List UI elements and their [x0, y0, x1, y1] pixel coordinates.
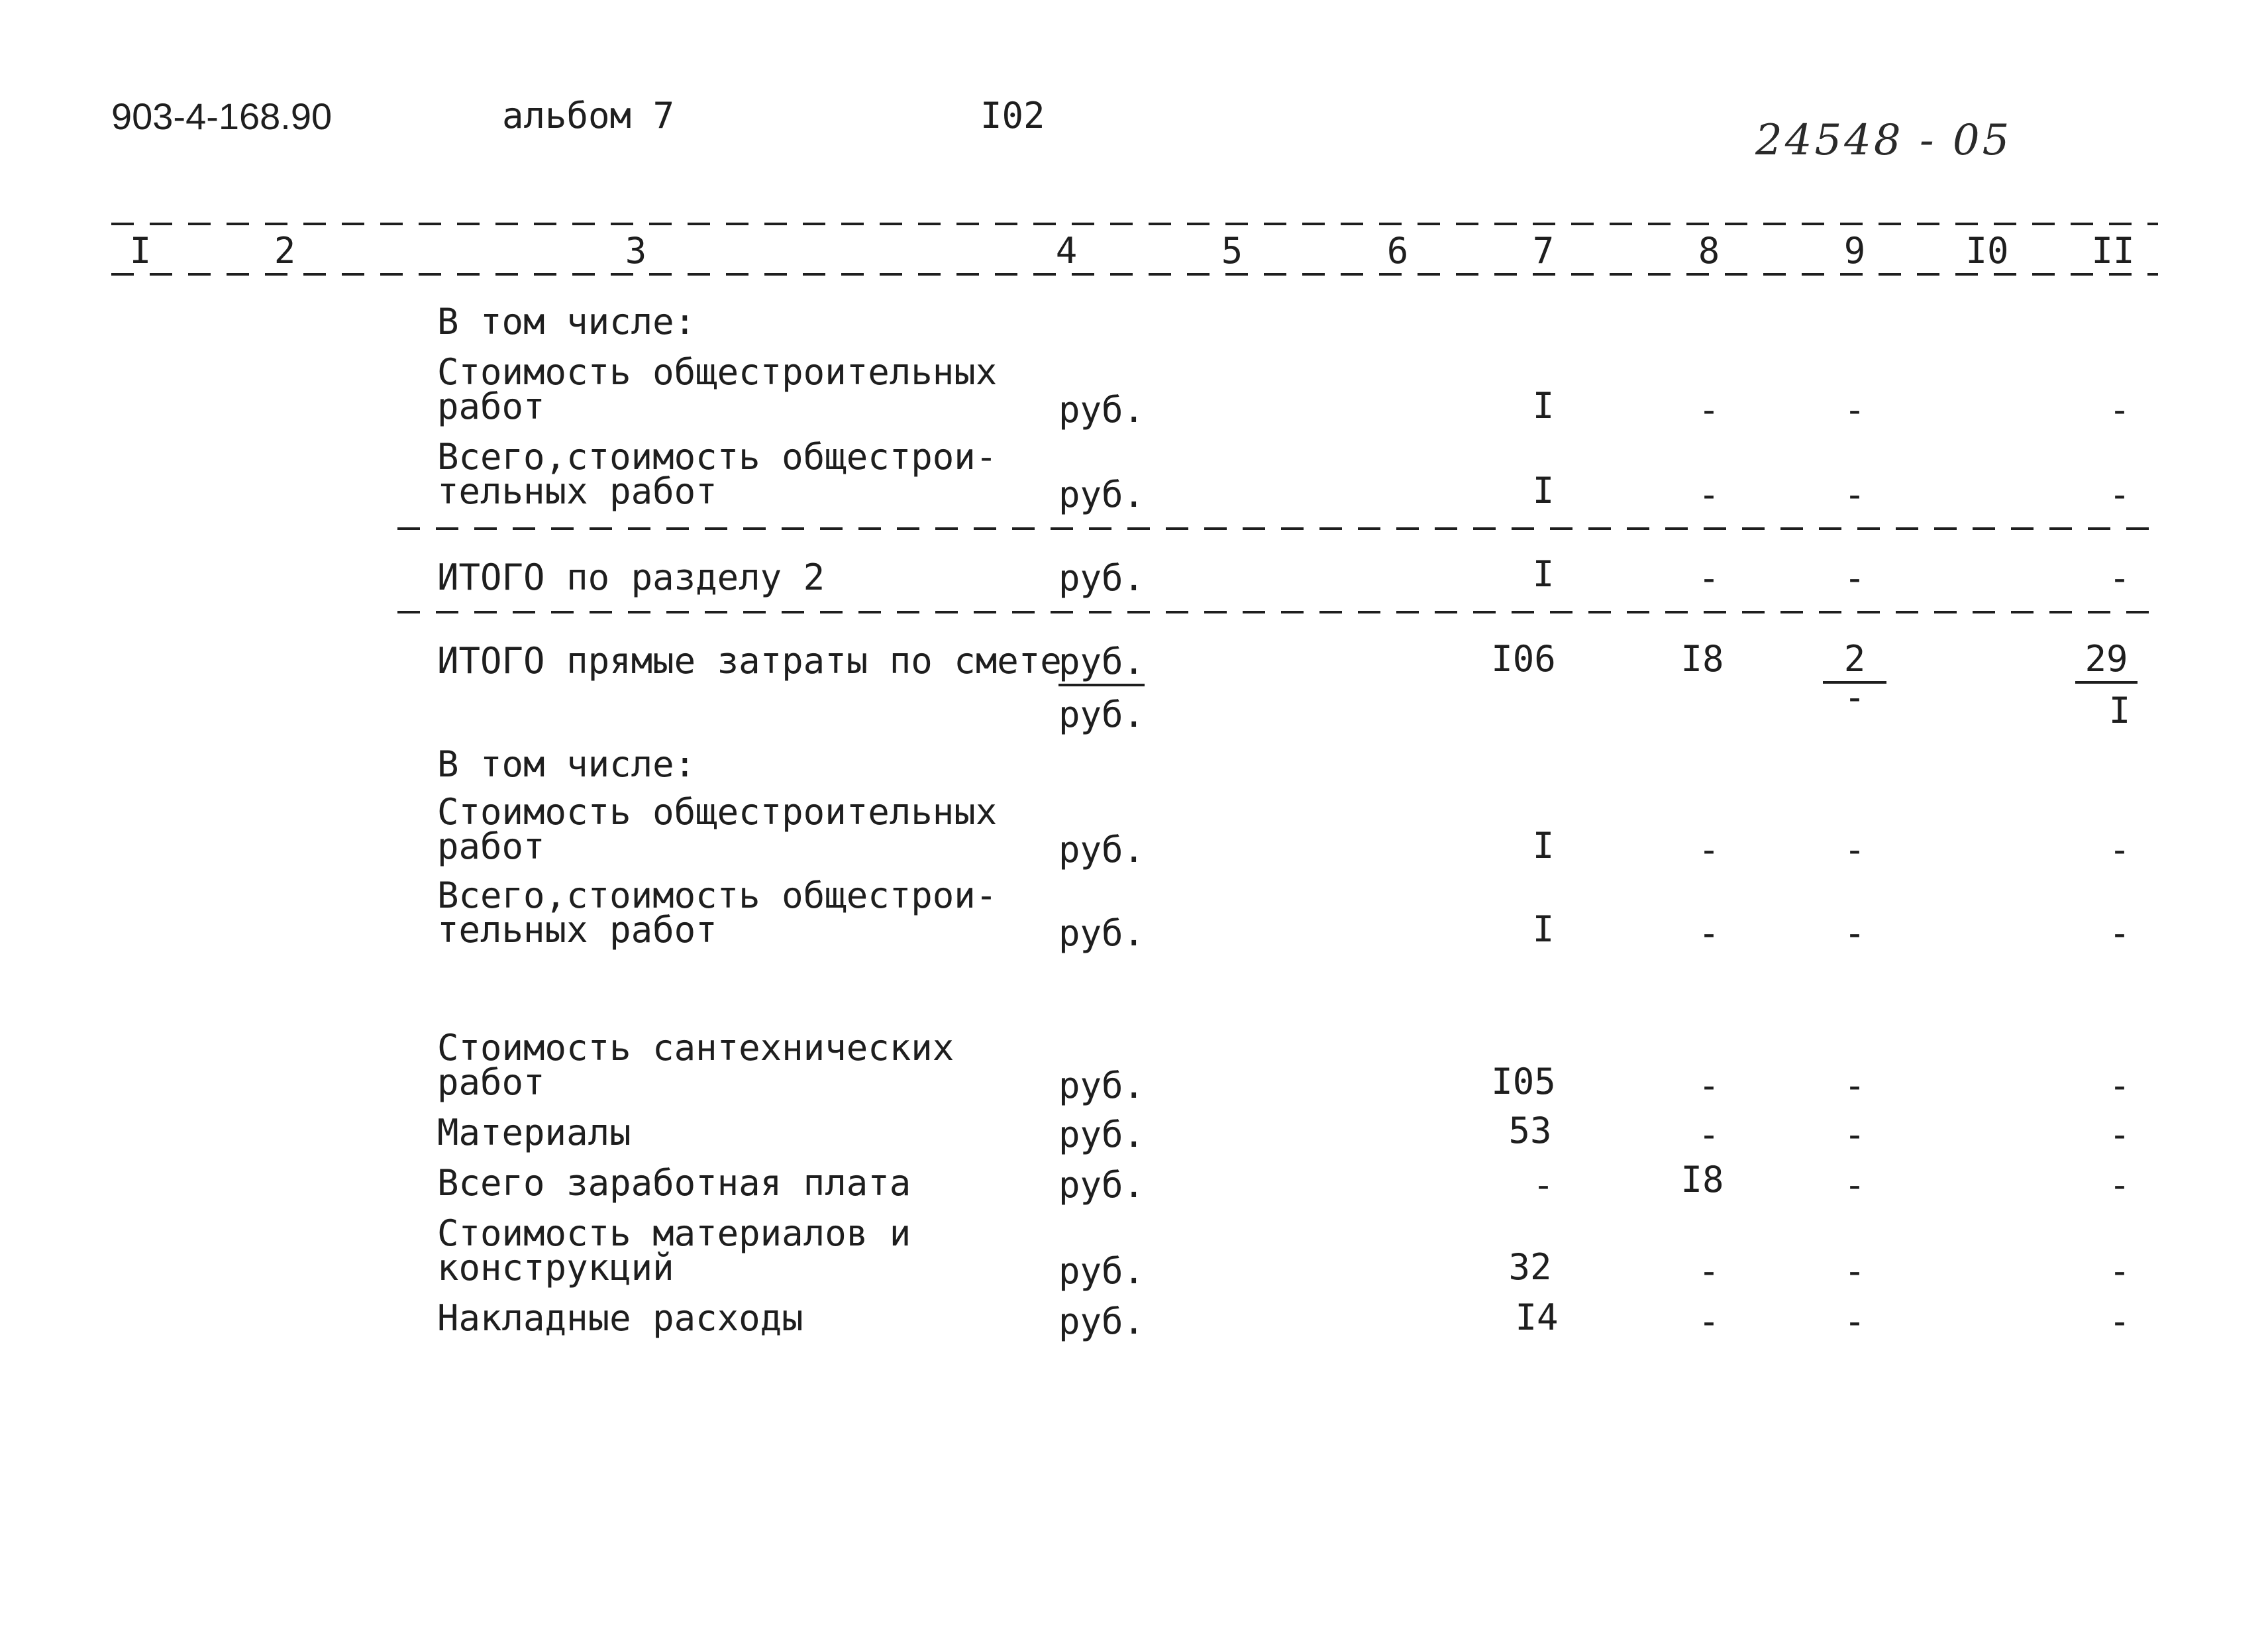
column-number-7: 7	[1532, 230, 1555, 272]
col9-value: -	[1843, 1114, 1866, 1155]
col9-value: -	[1843, 829, 1866, 871]
col11-value-second: I	[2108, 690, 2131, 731]
row-label: В том числе:	[437, 743, 696, 785]
col8-value: -	[1698, 389, 1720, 431]
col8-value: -	[1698, 1065, 1720, 1106]
col8-value: -	[1698, 557, 1720, 599]
row-label: ИТОГО по разделу 2	[437, 556, 825, 598]
col11-value: -	[2108, 829, 2131, 871]
col11-value: -	[2108, 1164, 2131, 1206]
col9-value: -	[1843, 912, 1866, 954]
column-number-2: 2	[274, 230, 296, 272]
header-rule-top	[111, 223, 2158, 225]
col9-value: -	[1843, 1300, 1866, 1342]
column-number-8: 8	[1698, 230, 1720, 272]
col11-value: -	[2108, 912, 2131, 954]
col11-numerator: 29	[2075, 638, 2137, 684]
col11-value: -	[2108, 474, 2131, 515]
unit-cell: руб.	[1058, 474, 1145, 515]
col11-value: -	[2108, 389, 2131, 431]
row-label: ИТОГО прямые затраты по смете	[437, 640, 1062, 682]
unit-cell: руб.	[1058, 557, 1145, 599]
col9-value-second: -	[1843, 676, 1866, 718]
col11-value: -	[2108, 557, 2131, 599]
document-number: 903-4-168.90	[111, 95, 333, 137]
column-number-9: 9	[1843, 230, 1866, 272]
column-number-1: I	[129, 230, 152, 272]
col9-value: -	[1843, 1065, 1866, 1106]
col11-value: -	[2108, 1300, 2131, 1342]
col9-numerator: 2	[1823, 638, 1887, 684]
row-label: Всего заработная плата	[437, 1162, 911, 1204]
col7-value: I06	[1491, 638, 1556, 680]
col9-value: -	[1843, 1250, 1866, 1292]
col11-value: -	[2108, 1114, 2131, 1155]
col9-value: -	[1843, 474, 1866, 515]
unit-cell	[1058, 641, 1145, 682]
column-number-10: I0	[1965, 230, 2009, 272]
row-label: Всего,стоимость общестрои- тельных работ	[437, 874, 998, 951]
row-label: Стоимость материалов и конструкций	[437, 1212, 911, 1289]
col7-value: 53	[1508, 1110, 1552, 1151]
col7-value: I05	[1491, 1061, 1556, 1102]
album-label: альбом 7	[502, 95, 675, 136]
handwritten-code: 24548 - 05	[1755, 116, 2012, 165]
col9-value: -	[1843, 1164, 1866, 1206]
col8-value: I8	[1680, 638, 1724, 680]
unit-cell: руб.	[1058, 1250, 1145, 1292]
section-rule	[397, 527, 2159, 530]
column-number-6: 6	[1386, 230, 1409, 272]
row-label: Стоимость общестроительных работ	[437, 351, 998, 427]
section-rule	[397, 611, 2159, 613]
col7-value: I	[1532, 470, 1555, 511]
row-label: В том числе:	[437, 301, 696, 343]
unit-cell: руб.	[1058, 912, 1145, 954]
col8-value: -	[1698, 1300, 1720, 1342]
row-label: Стоимость сантехнических работ	[437, 1027, 954, 1103]
col7-value: -	[1532, 1164, 1555, 1206]
col7-value: I	[1532, 553, 1555, 595]
col8-value: I8	[1680, 1159, 1724, 1200]
col9-value: -	[1843, 389, 1866, 431]
row-label: Стоимость общестроительных работ	[437, 791, 998, 867]
col8-value: -	[1698, 912, 1720, 954]
row-label: Накладные расходы	[437, 1297, 803, 1339]
unit-cell: руб.	[1058, 1300, 1145, 1342]
col11-value	[2053, 638, 2159, 680]
col7-value: I4	[1515, 1297, 1559, 1338]
unit-underlined: руб.	[1058, 641, 1145, 686]
col8-value: -	[1698, 1114, 1720, 1155]
unit-cell: руб.	[1058, 1114, 1145, 1155]
unit-cell-second: руб.	[1058, 694, 1145, 735]
column-number-5: 5	[1221, 230, 1243, 272]
unit-cell: руб.	[1058, 1164, 1145, 1206]
row-label: Всего,стоимость общестрои- тельных работ	[437, 436, 998, 512]
unit-cell: руб.	[1058, 389, 1145, 431]
col11-value: -	[2108, 1250, 2131, 1292]
col8-value: -	[1698, 829, 1720, 871]
col8-value: -	[1698, 1250, 1720, 1292]
column-number-4: 4	[1055, 230, 1078, 272]
page-number: I02	[980, 95, 1045, 136]
unit-cell: руб.	[1058, 829, 1145, 871]
col7-value: I	[1532, 385, 1555, 427]
col8-value: -	[1698, 474, 1720, 515]
col9-value: -	[1843, 557, 1866, 599]
header-rule-bottom	[111, 273, 2158, 276]
col7-value: I	[1532, 825, 1555, 867]
col7-value: I	[1532, 908, 1555, 950]
col11-value: -	[2108, 1065, 2131, 1106]
column-number-11: II	[2091, 230, 2135, 272]
col9-value	[1802, 638, 1908, 680]
row-label: Материалы	[437, 1112, 631, 1153]
column-number-3: 3	[625, 230, 647, 272]
col7-value: 32	[1508, 1246, 1552, 1288]
unit-cell: руб.	[1058, 1065, 1145, 1106]
